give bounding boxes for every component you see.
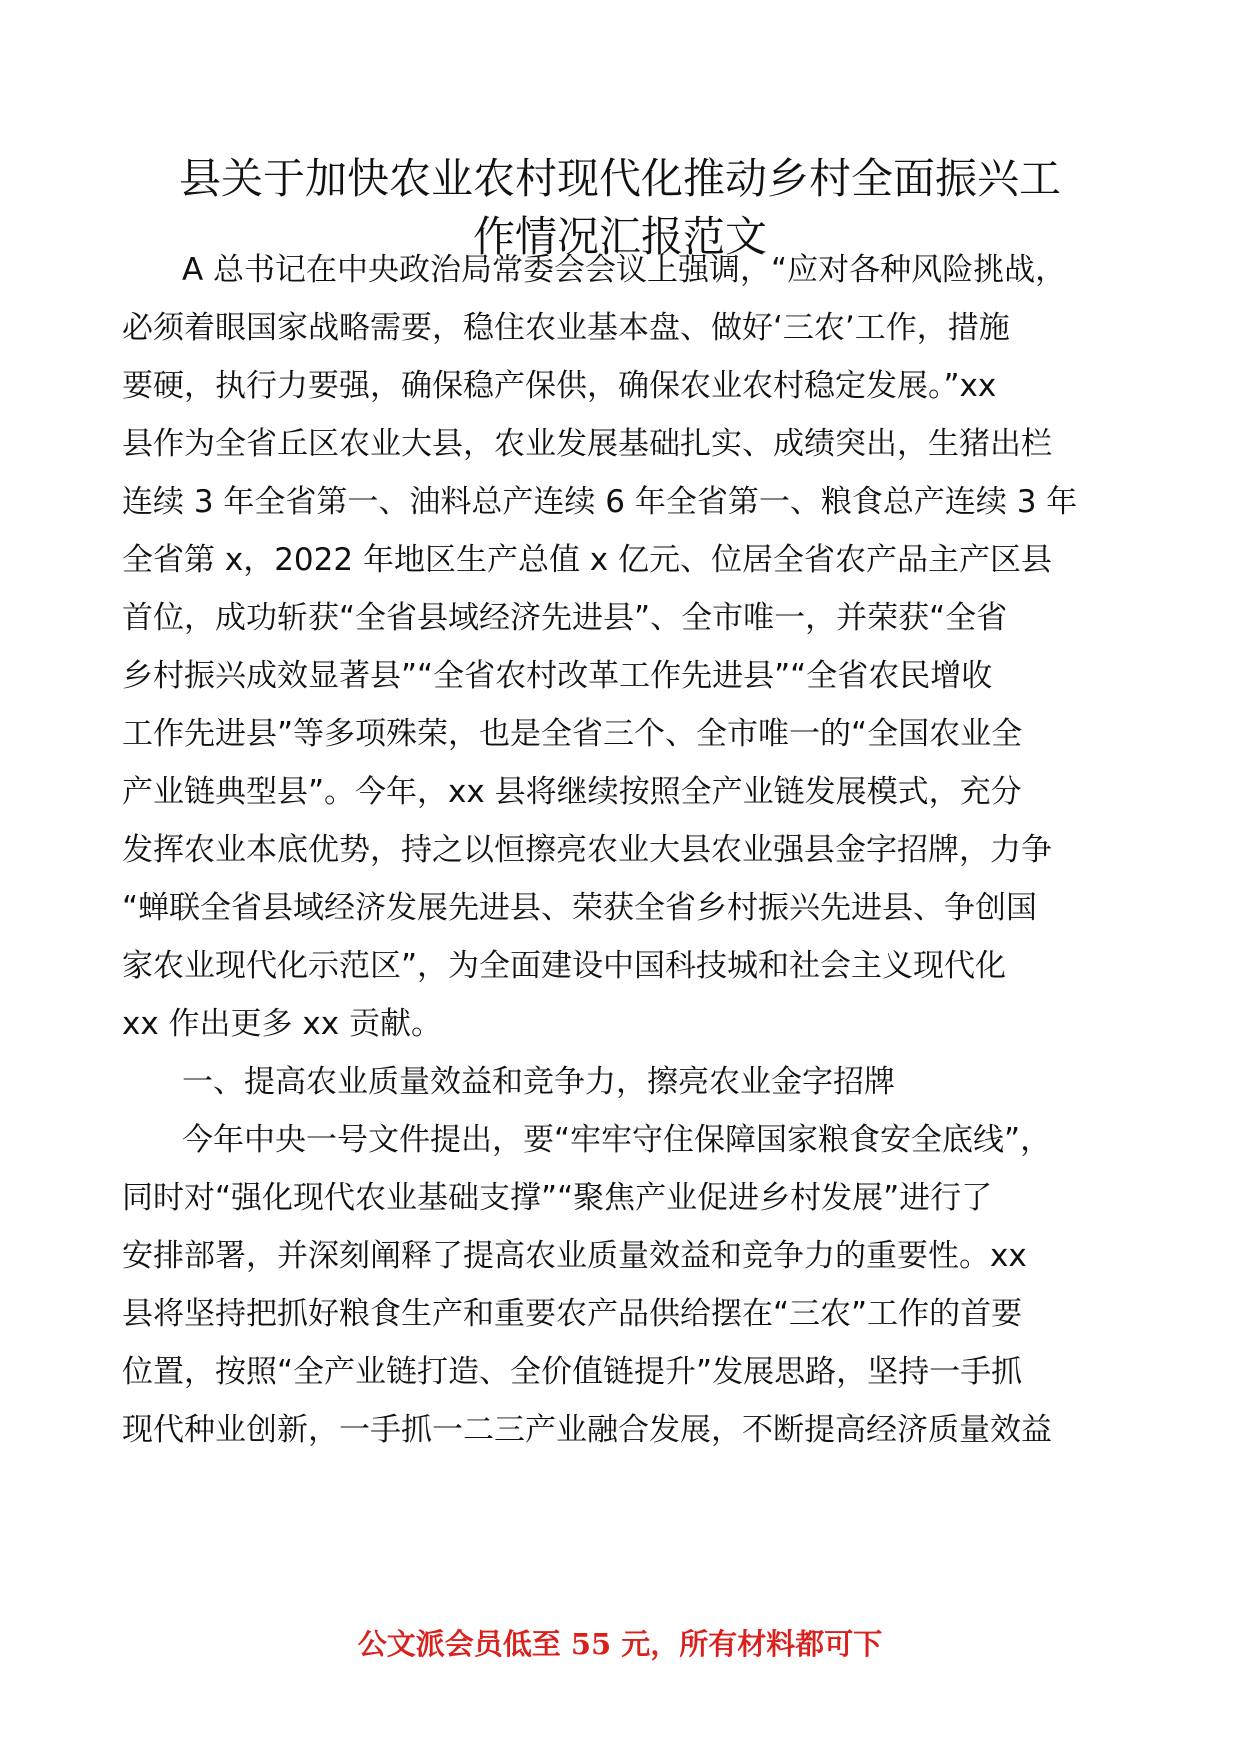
paragraph-1-line: 首位，成功斩获“全省县域经济先进县”、全市唯一，并荣获“全省 <box>122 600 1008 636</box>
paragraph-1-line: 发挥农业本底优势，持之以恒擦亮农业大县农业强县金字招牌，力争 <box>122 832 1052 868</box>
document-title-line-2: 作情况汇报范文 <box>472 212 767 261</box>
paragraph-2-line: 同时对“强化现代农业基础支撑”“聚焦产业促进乡村发展”进行了 <box>122 1180 993 1216</box>
paragraph-1-line: 家农业现代化示范区”，为全面建设中国科技城和社会主义现代化 <box>122 948 1007 984</box>
paragraph-1-line: xx 作出更多 xx 贡献。 <box>122 1006 442 1042</box>
membership-promo-note: 公文派会员低至 55 元，所有材料都可下 <box>357 1627 883 1661</box>
paragraph-1-line: 工作先进县”等多项殊荣，也是全省三个、全市唯一的“全国农业全 <box>122 716 1023 752</box>
paragraph-2-line: 县将坚持把抓好粮食生产和重要农产品供给摆在“三农”工作的首要 <box>122 1296 1023 1332</box>
document-title-line-1: 县关于加快农业农村现代化推动乡村全面振兴工 <box>178 154 1061 203</box>
paragraph-2-line: 现代种业创新，一手抓一二三产业融合发展，不断提高经济质量效益 <box>122 1412 1052 1448</box>
section-heading: 一、提高农业质量效益和竞争力，擦亮农业金字招牌 <box>182 1064 895 1100</box>
paragraph-1-line: 产业链典型县”。今年，xx 县将继续按照全产业链发展模式，充分 <box>122 774 1022 810</box>
paragraph-1-line: 必须着眼国家战略需要，稳住农业基本盘、做好‘三农’工作，措施 <box>122 310 1010 346</box>
paragraph-1-line: 全省第 x，2022 年地区生产总值 x 亿元、位居全省农产品主产区县 <box>122 542 1052 578</box>
paragraph-2-line: 今年中央一号文件提出，要“牢牢守住保障国家粮食安全底线”， <box>182 1122 1052 1158</box>
paragraph-2-line: 安排部署，并深刻阐释了提高农业质量效益和竞争力的重要性。xx <box>122 1238 1027 1274</box>
paragraph-1-line: “蝉联全省县域经济发展先进县、荣获全省乡村振兴先进县、争创国 <box>122 890 1038 926</box>
paragraph-1-line: 乡村振兴成效显著县”“全省农村改革工作先进县”“全省农民增收 <box>122 658 993 694</box>
paragraph-2-line: 位置，按照“全产业链打造、全价值链提升”发展思路，坚持一手抓 <box>122 1354 1023 1390</box>
paragraph-1-line: 县作为全省丘区农业大县，农业发展基础扎实、成绩突出，生猪出栏 <box>122 426 1052 462</box>
paragraph-1-line: A 总书记在中央政治局常委会会议上强调，“应对各种风险挑战， <box>182 252 1067 288</box>
paragraph-1-line: 连续 3 年全省第一、油料总产连续 6 年全省第一、粮食总产连续 3 年 <box>122 484 1078 520</box>
paragraph-1-line: 要硬，执行力要强，确保稳产保供，确保农业农村稳定发展。”xx <box>122 368 997 404</box>
